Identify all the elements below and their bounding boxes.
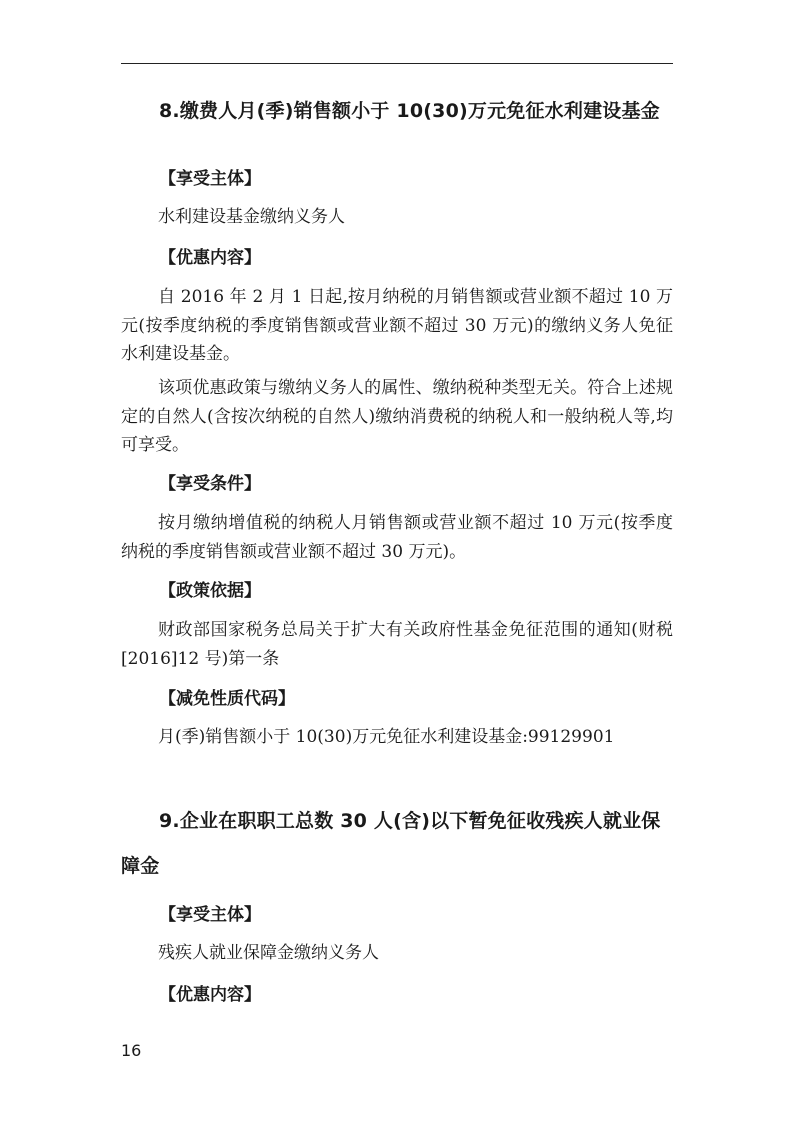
- section-9-beneficiary-text: 残疾人就业保障金缴纳义务人: [158, 943, 379, 963]
- section-8-conditions-label: 【享受条件】: [159, 474, 261, 494]
- section-8-conditions-text: 按月缴纳增值税的纳税人月销售额或营业额不超过 10 万元(按季度纳税的季度销售额或营业额不超过 30 万元)。: [121, 513, 673, 562]
- section-8-content-paragraph-2: 该项优惠政策与缴纳义务人的属性、缴纳税种类型无关。符合上述规定的自然人(含按次纳税的自然人)缴纳消费税的纳税人和一般纳税人等,均可享受。: [121, 378, 673, 455]
- section-8-content-label: 【优惠内容】: [159, 248, 261, 268]
- section-9-beneficiary-label: 【享受主体】: [159, 905, 261, 925]
- section-8-content-paragraph-1: 自 2016 年 2 月 1 日起,按月纳税的月销售额或营业额不超过 10 万元(按季度纳税的季度销售额或营业额不超过 30 万元)的缴纳义务人免征水利建设基金。: [121, 287, 673, 364]
- section-9-title: 9.企业在职职工总数 30 人(含)以下暂免征收残疾人就业保障金: [121, 810, 661, 877]
- section-8-beneficiary-label: 【享受主体】: [159, 169, 261, 189]
- page-number: 16: [121, 1041, 142, 1060]
- section-8-beneficiary-text: 水利建设基金缴纳义务人: [158, 207, 345, 227]
- section-8-basis-text: 财政部国家税务总局关于扩大有关政府性基金免征范围的通知(财税[2016]12 号)第一条: [121, 620, 673, 669]
- header-rule: [121, 63, 673, 64]
- section-8-code-label: 【减免性质代码】: [159, 689, 295, 709]
- section-8-code-text: 月(季)销售额小于 10(30)万元免征水利建设基金:99129901: [158, 727, 615, 747]
- section-9-content-label: 【优惠内容】: [159, 985, 261, 1005]
- section-8-basis-label: 【政策依据】: [159, 581, 261, 601]
- section-8-title: 8.缴费人月(季)销售额小于 10(30)万元免征水利建设基金: [159, 100, 660, 122]
